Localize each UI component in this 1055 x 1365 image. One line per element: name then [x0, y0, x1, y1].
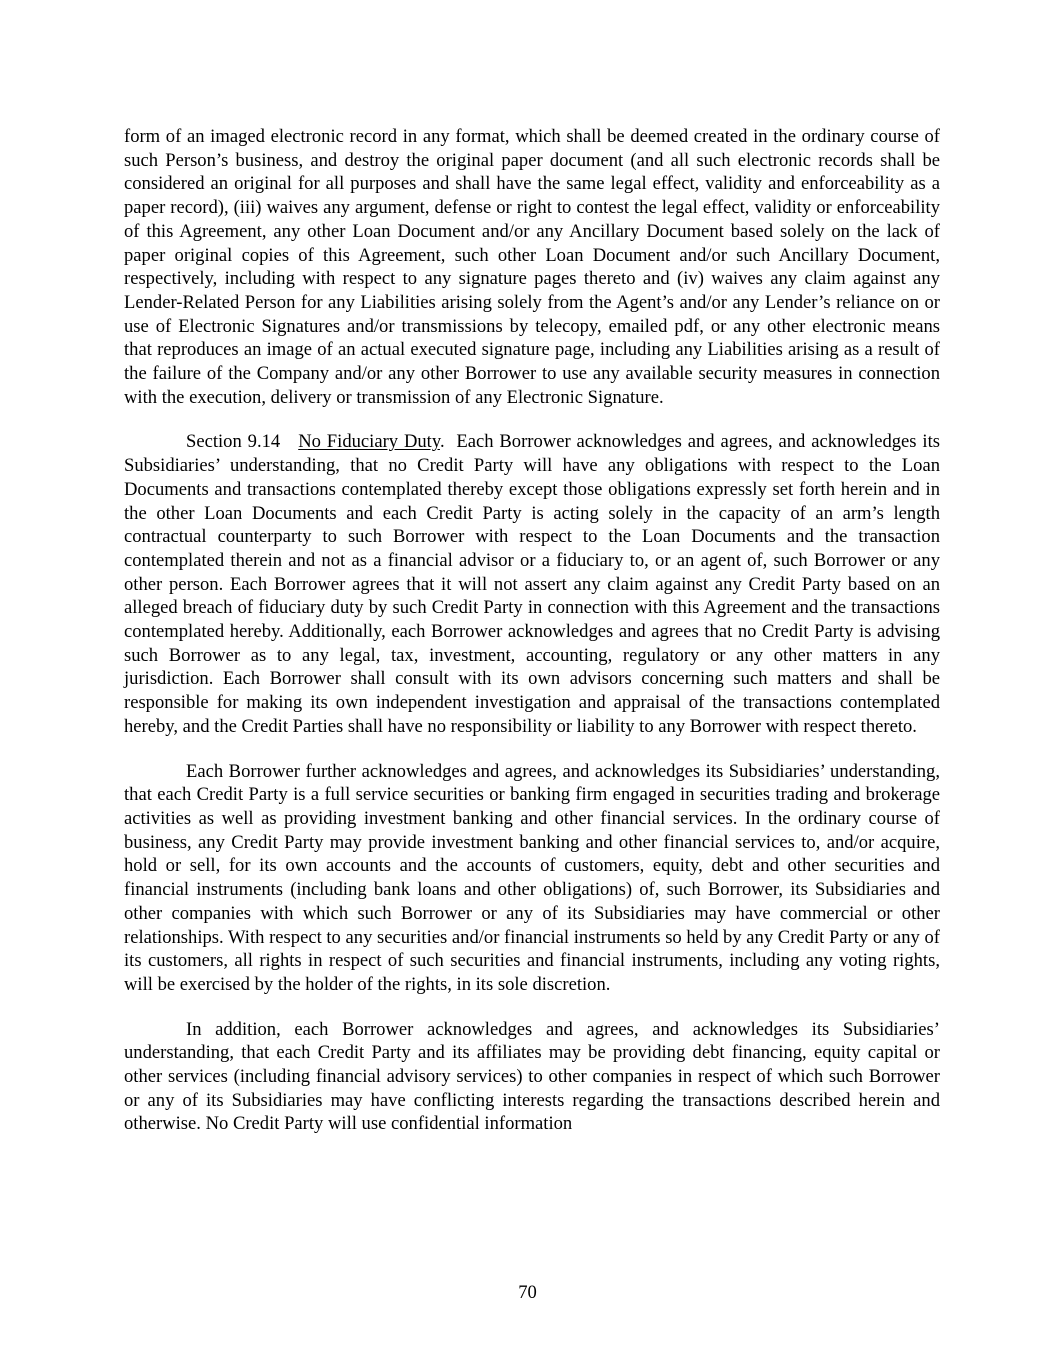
paragraph-electronic-records: form of an imaged electronic record in any format, which shall be deemed created in the ordinary course of such Person’s business, and destroy the original paper document (and all such electronic records shall be considered an original for all purposes and shall have the same legal effect, validity and enforceability as a paper record), (iii) waives any argument, defense or right to contest the legal effect, validity or enforceability of this Agreement, any other Loan Document and/or any Ancillary Document based solely on the lack of paper original copies of this Agreement, such other Loan Document and/or such Ancillary Document, respectively, including with respect to any signature pages thereto and (iv) waives any claim against any Lender-Related Person for any Liabilities arising solely from the Agent’s and/or any Lender’s reliance on or use of Electronic Signatures and/or transmissions by telecopy, emailed pdf, or any other electronic means that reproduces an image of an actual executed signature page, including any Liabilities arising as a result of the failure of the Company and/or any other Borrower to use any available security measures in connection with the execution, delivery or transmission of any Electronic Signature.: [124, 126, 940, 408]
document-body: [124, 125, 940, 1136]
section-title: No Fiduciary Duty: [298, 431, 440, 453]
paragraph-conflicting-interests: In addition, each Borrower acknowledges and agrees, and acknowledges its Subsidiaries’ understanding, that each Credit Party and its affiliates may be providing debt financing, equity capital or other services (including financial advisory services) to other companies in respect of which such Borrower or any of its Subsidiaries may have conflicting interests regarding the transactions described herein and otherwise. No Credit Party will use confidential information: [124, 1018, 940, 1135]
paragraph-securities-firm: Each Borrower further acknowledges and agrees, and acknowledges its Subsidiaries’ understanding, that each Credit Party is a full service securities or banking firm engaged in securities trading and brokerage activities as well as providing investment banking and other financial services. In the ordinary course of business, any Credit Party may provide investment banking and other financial services to, and/or acquire, hold or sell, for its own accounts and the accounts of customers, equity, debt and other securities and financial instruments (including bank loans and other obligations) of, such Borrower, its Subsidiaries and other companies with which such Borrower or any of its Subsidiaries may have commercial or other relationships. With respect to any securities and/or financial instruments so held by any Credit Party or any of its customers, all rights in respect of such securities and financial instruments, including any voting rights, will be exercised by the holder of the rights, in its sole discretion.: [124, 760, 940, 995]
section-number: Section 9.14: [186, 431, 281, 453]
page-number: 70: [518, 1282, 537, 1303]
section-body-text: Each Borrower acknowledges and agrees, and acknowledges its Subsidiaries’ understanding, that no Credit Party will have any obligations with respect to the Loan Documents and transactions contemplated thereby except those obligations expressly set forth herein and in the other Loan Documents and each Credit Party is acting solely in the capacity of an arm’s length contractual counterparty to such Borrower with respect to the Loan Documents and the transaction contemplated therein and not as a financial advisor or a fiduciary to, or an agent of, such Borrower or any other person. Each Borrower agrees that it will not assert any claim against any Credit Party based on an alleged breach of fiduciary duty by such Credit Party in connection with this Agreement and the transactions contemplated hereby. Additionally, each Borrower acknowledges and agrees that no Credit Party is advising such Borrower as to any legal, tax, investment, accounting, regulatory or any other matters in any jurisdiction. Each Borrower shall consult with its own advisors concerning such matters and shall be responsible for making its own independent investigation and appraisal of the transactions contemplated hereby, and the Credit Parties shall have no responsibility or liability to any Borrower with respect thereto.: [124, 431, 940, 737]
section-title-punctuation: .: [439, 431, 445, 453]
paragraph-section-9-14: [124, 430, 940, 738]
